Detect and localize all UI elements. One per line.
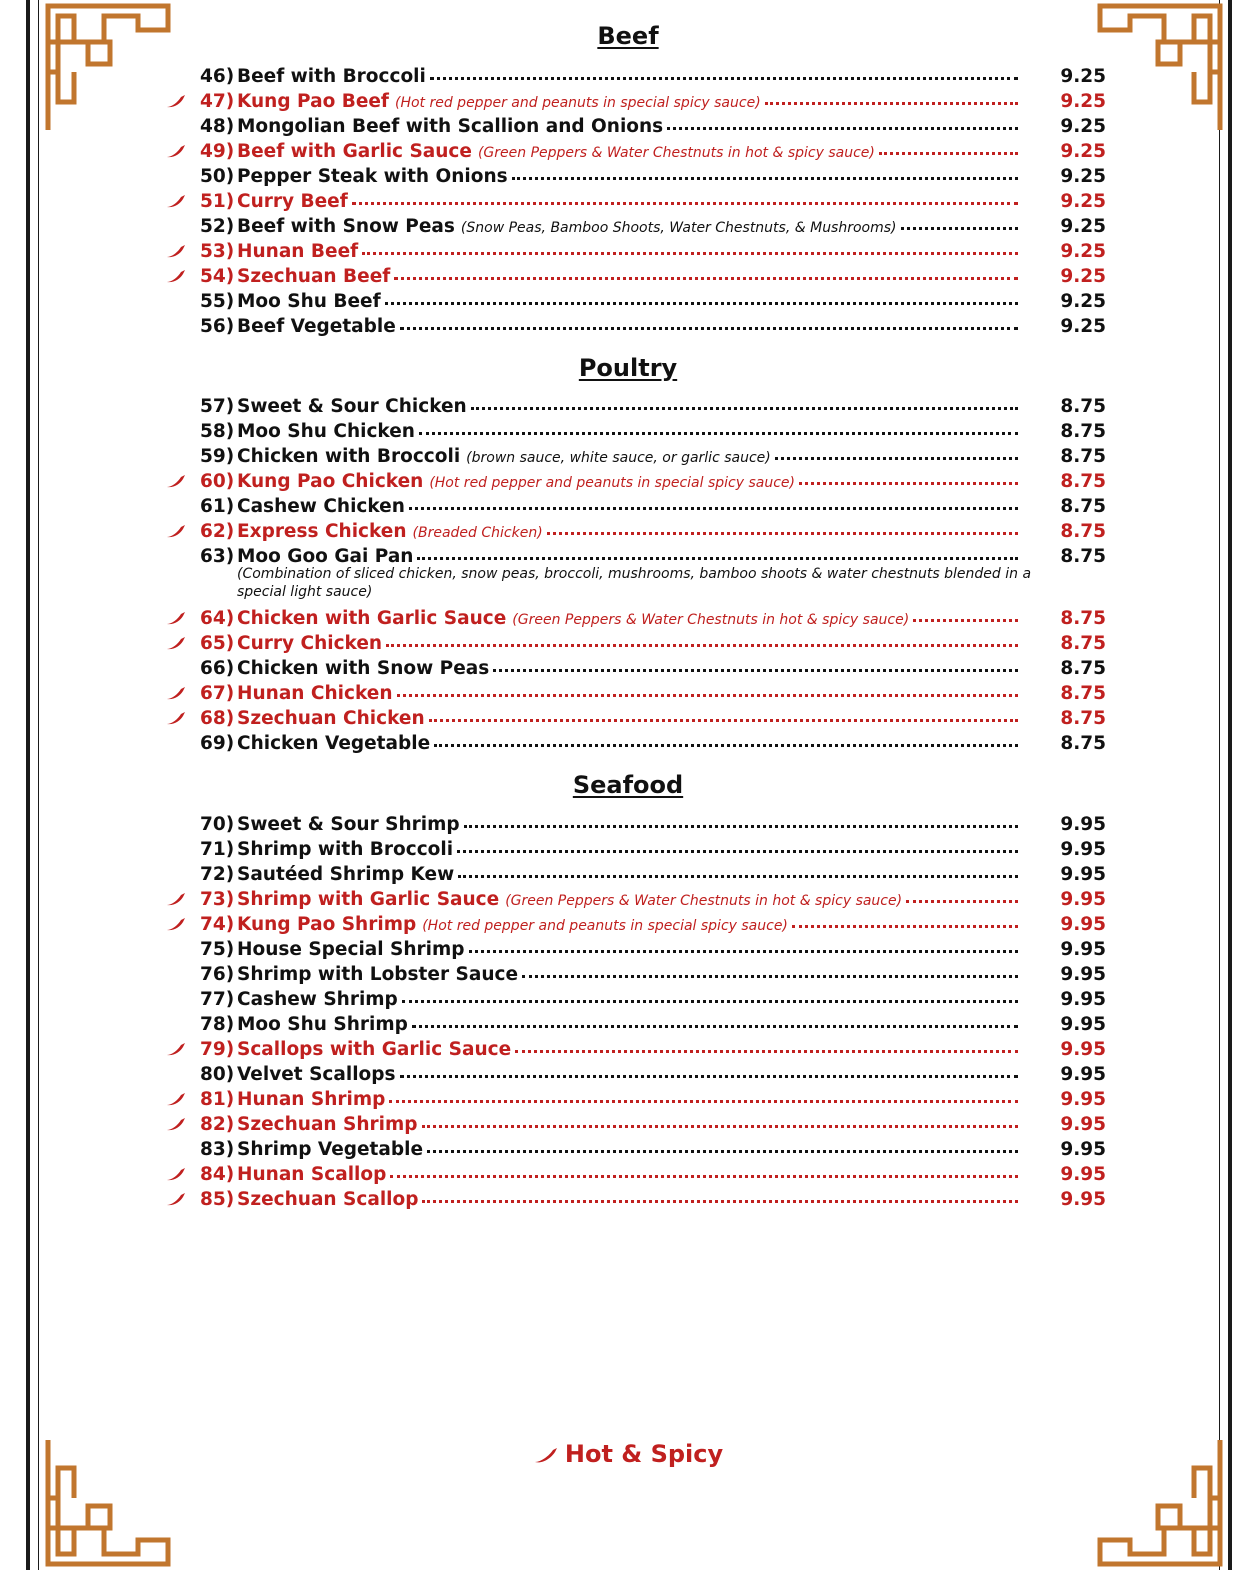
item-number: 48) [200,116,235,137]
item-name: Kung Pao Beef [237,91,389,112]
item-number: 55) [200,291,235,312]
menu-item [166,444,1106,469]
item-number: 81) [200,1089,235,1110]
dot-leader [434,729,1018,747]
item-name: Chicken with Broccoli [237,446,461,467]
item-number: 77) [200,989,235,1010]
chili-pepper-icon [166,608,200,622]
menu-item [166,1112,1106,1137]
spacer [166,118,200,132]
spacer [166,1066,200,1080]
item-price: 9.25 [1060,66,1106,87]
menu-item [166,812,1106,837]
item-number: 61) [200,496,235,517]
item-description: (Hot red pepper and peanuts in special spicy sauce) [394,95,761,111]
item-name: Hunan Scallop [237,1164,387,1185]
dot-leader [385,287,1018,305]
dot-leader [457,835,1018,853]
dot-leader [775,442,1018,460]
spacer [166,866,200,880]
chili-pepper-icon [166,91,200,105]
item-price: 9.95 [1060,1064,1106,1085]
item-name: House Special Shrimp [237,939,465,960]
spacer [166,1141,200,1155]
item-price: 9.95 [1060,864,1106,885]
menu-item [166,656,1106,681]
item-name: Chicken with Snow Peas [237,658,490,679]
chili-pepper-icon [166,1114,200,1128]
item-name: Hunan Beef [237,241,359,262]
item-number: 59) [200,446,235,467]
dot-leader [901,212,1018,230]
item-number: 49) [200,141,235,162]
item-name: Szechuan Chicken [237,708,425,729]
item-number: 71) [200,839,235,860]
item-number: 58) [200,421,235,442]
item-number: 46) [200,66,235,87]
item-number: 83) [200,1139,235,1160]
item-name: Curry Chicken [237,633,383,654]
item-number: 57) [200,396,235,417]
dot-leader [422,1110,1018,1128]
dot-leader [394,262,1018,280]
item-price: 9.95 [1060,1089,1106,1110]
spacer [166,991,200,1005]
item-name: Shrimp with Lobster Sauce [237,964,519,985]
item-number: 50) [200,166,235,187]
item-number: 70) [200,814,235,835]
item-number: 85) [200,1189,235,1210]
dot-leader [400,312,1018,330]
menu-item [166,706,1106,731]
item-note: (Combination of sliced chicken, snow peas, broccoli, mushrooms, bamboo shoots & water chestnuts blended in a special light sauce) [237,566,1032,600]
chili-pepper-icon [166,1089,200,1103]
spacer [166,941,200,955]
dot-leader [792,910,1018,928]
menu-item [166,912,1106,937]
dot-leader [412,1010,1018,1028]
item-number: 64) [200,608,235,629]
menu-item [166,1037,1106,1062]
item-name: Beef with Broccoli [237,66,426,87]
spacer [166,548,200,562]
menu-item [166,89,1106,114]
item-name: Scallops with Garlic Sauce [237,1039,512,1060]
spacer [166,318,200,332]
item-description: (Green Peppers & Water Chestnuts in hot & spicy sauce) [505,893,903,909]
item-price: 9.25 [1060,216,1106,237]
item-price: 9.95 [1060,839,1106,860]
item-number: 68) [200,708,235,729]
menu-item [166,189,1106,214]
menu-item [166,139,1106,164]
dot-leader [913,604,1018,622]
dot-leader [429,704,1018,722]
chili-pepper-icon [166,191,200,205]
item-price: 9.95 [1060,964,1106,985]
item-number: 82) [200,1114,235,1135]
menu-item [166,1062,1106,1087]
item-price: 9.25 [1060,266,1106,287]
menu-item [166,494,1106,519]
item-number: 80) [200,1064,235,1085]
item-number: 73) [200,889,235,910]
item-number: 69) [200,733,235,754]
menu-item [166,64,1106,89]
item-number: 52) [200,216,235,237]
item-description: (Hot red pepper and peanuts in special spicy sauce) [422,918,788,934]
item-price: 9.25 [1060,141,1106,162]
spacer [166,660,200,674]
chili-pepper-icon [166,708,200,722]
item-name: Sautéed Shrimp Kew [237,864,455,885]
spacer [166,218,200,232]
item-price: 9.25 [1060,191,1106,212]
menu-item [166,1162,1106,1187]
spacer [166,68,200,82]
dot-leader [547,517,1018,535]
dot-leader [417,542,1018,560]
dot-leader [471,392,1018,410]
dot-leader [464,810,1018,828]
item-name: Cashew Chicken [237,496,405,517]
dot-leader [765,87,1018,105]
item-description: (brown sauce, white sauce, or garlic sauce) [466,450,771,466]
item-number: 84) [200,1164,235,1185]
menu-item [166,962,1106,987]
menu-item [166,862,1106,887]
chili-pepper-icon [166,889,200,903]
item-price: 8.75 [1060,521,1106,542]
item-name: Chicken with Garlic Sauce [237,608,507,629]
chili-pepper-icon [166,683,200,697]
item-number: 76) [200,964,235,985]
item-price: 8.75 [1060,421,1106,442]
item-description: (Green Peppers & Water Chestnuts in hot & spicy sauce) [512,612,910,628]
item-name: Express Chicken [237,521,407,542]
spacer [166,498,200,512]
item-name: Moo Shu Beef [237,291,381,312]
item-number: 65) [200,633,235,654]
item-name: Curry Beef [237,191,348,212]
item-price: 8.75 [1060,633,1106,654]
item-price: 8.75 [1060,546,1106,567]
item-name: Hunan Chicken [237,683,393,704]
item-number: 74) [200,914,235,935]
item-price: 9.95 [1060,1114,1106,1135]
item-price: 9.25 [1060,166,1106,187]
menu-item [166,631,1106,656]
item-name: Shrimp with Garlic Sauce [237,889,500,910]
item-number: 56) [200,316,235,337]
item-price: 8.75 [1060,658,1106,679]
section-title-beef: Beef [597,22,659,50]
menu-item [166,164,1106,189]
dot-leader [422,1185,1018,1203]
spacer [166,398,200,412]
menu-item [166,214,1106,239]
menu-item [166,681,1106,706]
spacer [166,816,200,830]
item-number: 47) [200,91,235,112]
item-number: 63) [200,546,235,567]
item-name: Moo Goo Gai Pan [237,546,414,567]
chili-pepper-icon [166,266,200,280]
item-name: Moo Shu Shrimp [237,1014,408,1035]
chili-pepper-icon [166,141,200,155]
item-name: Shrimp with Broccoli [237,839,454,860]
item-name: Pepper Steak with Onions [237,166,508,187]
item-price: 9.95 [1060,1039,1106,1060]
item-description: (Breaded Chicken) [412,525,543,541]
menu-item [166,837,1106,862]
item-number: 54) [200,266,235,287]
dot-leader [469,935,1018,953]
item-name: Sweet & Sour Chicken [237,396,467,417]
item-number: 60) [200,471,235,492]
menu-item [166,469,1106,494]
dot-leader [512,162,1018,180]
item-description: (Snow Peas, Bamboo Shoots, Water Chestnuts, & Mushrooms) [460,220,897,236]
menu-item [166,731,1106,756]
dot-leader [515,1035,1018,1053]
item-number: 66) [200,658,235,679]
item-number: 75) [200,939,235,960]
dot-leader [390,1160,1018,1178]
item-price: 9.25 [1060,116,1106,137]
chili-pepper-icon [166,1189,200,1203]
dot-leader [389,1085,1018,1103]
spacer [166,423,200,437]
dot-leader [409,492,1018,510]
item-price: 9.25 [1060,316,1106,337]
dot-leader [400,1060,1018,1078]
item-name: Kung Pao Chicken [237,471,424,492]
menu-item [166,394,1106,419]
item-name: Beef with Garlic Sauce [237,141,472,162]
item-name: Cashew Shrimp [237,989,398,1010]
menu-item [166,1012,1106,1037]
menu-item [166,606,1106,631]
menu-item [166,887,1106,912]
chili-pepper-icon [166,241,200,255]
menu-item [166,1187,1106,1212]
item-number: 67) [200,683,235,704]
item-name: Velvet Scallops [237,1064,396,1085]
item-price: 9.25 [1060,91,1106,112]
menu-item [166,1137,1106,1162]
dot-leader [906,885,1018,903]
item-price: 8.75 [1060,396,1106,417]
dot-leader [352,187,1018,205]
item-price: 9.95 [1060,914,1106,935]
item-price: 9.25 [1060,241,1106,262]
menu-item [166,419,1106,444]
legend-hot-spicy [0,1440,1256,1468]
dot-leader [879,137,1018,155]
spacer [166,735,200,749]
section-title-poultry: Poultry [578,354,678,382]
item-price: 8.75 [1060,471,1106,492]
dot-leader [430,62,1018,80]
item-name: Kung Pao Shrimp [237,914,417,935]
item-name: Mongolian Beef with Scallion and Onions [237,116,664,137]
chili-pepper-icon [533,1446,559,1464]
item-number: 78) [200,1014,235,1035]
item-price: 8.75 [1060,446,1106,467]
chili-pepper-icon [166,914,200,928]
item-name: Szechuan Shrimp [237,1114,418,1135]
legend-label: Hot & Spicy [564,1440,724,1468]
menu-item [166,239,1106,264]
item-price: 9.25 [1060,291,1106,312]
spacer [166,966,200,980]
item-number: 62) [200,521,235,542]
menu-item [166,987,1106,1012]
menu-item [166,114,1106,139]
item-name: Szechuan Beef [237,266,391,287]
item-price: 9.95 [1060,1189,1106,1210]
dot-leader [427,1135,1018,1153]
item-price: 8.75 [1060,733,1106,754]
item-name: Beef Vegetable [237,316,396,337]
menu-item [166,1087,1106,1112]
item-name: Moo Shu Chicken [237,421,415,442]
item-description: (Green Peppers & Water Chestnuts in hot & spicy sauce) [477,145,875,161]
spacer [166,293,200,307]
dot-leader [667,112,1018,130]
spacer [166,168,200,182]
item-name: Chicken Vegetable [237,733,431,754]
item-price: 8.75 [1060,683,1106,704]
item-price: 9.95 [1060,1139,1106,1160]
menu-item [166,264,1106,289]
item-price: 9.95 [1060,1164,1106,1185]
menu-item [166,937,1106,962]
spacer [166,841,200,855]
item-price: 8.75 [1060,608,1106,629]
item-price: 8.75 [1060,708,1106,729]
item-number: 72) [200,864,235,885]
menu-item [166,314,1106,339]
item-name: Szechuan Scallop [237,1189,419,1210]
menu-item [166,289,1106,314]
dot-leader [402,985,1018,1003]
spacer [166,1016,200,1030]
item-price: 8.75 [1060,496,1106,517]
dot-leader [799,467,1018,485]
item-name: Hunan Shrimp [237,1089,386,1110]
chili-pepper-icon [166,1164,200,1178]
chili-pepper-icon [166,521,200,535]
dot-leader [493,654,1018,672]
item-name: Sweet & Sour Shrimp [237,814,460,835]
chili-pepper-icon [166,1039,200,1053]
item-price: 9.95 [1060,814,1106,835]
dot-leader [386,629,1018,647]
chili-pepper-icon [166,633,200,647]
dot-leader [362,237,1018,255]
item-name: Beef with Snow Peas [237,216,455,237]
menu-item [166,519,1106,544]
dot-leader [458,860,1018,878]
item-price: 9.95 [1060,1014,1106,1035]
item-number: 51) [200,191,235,212]
chili-pepper-icon [166,471,200,485]
item-price: 9.95 [1060,989,1106,1010]
spacer [166,448,200,462]
item-description: (Hot red pepper and peanuts in special spicy sauce) [429,475,795,491]
item-number: 79) [200,1039,235,1060]
item-name: Shrimp Vegetable [237,1139,424,1160]
section-title-seafood: Seafood [572,771,684,799]
item-number: 53) [200,241,235,262]
dot-leader [522,960,1018,978]
dot-leader [397,679,1019,697]
dot-leader [419,417,1018,435]
item-price: 9.95 [1060,889,1106,910]
item-price: 9.95 [1060,939,1106,960]
